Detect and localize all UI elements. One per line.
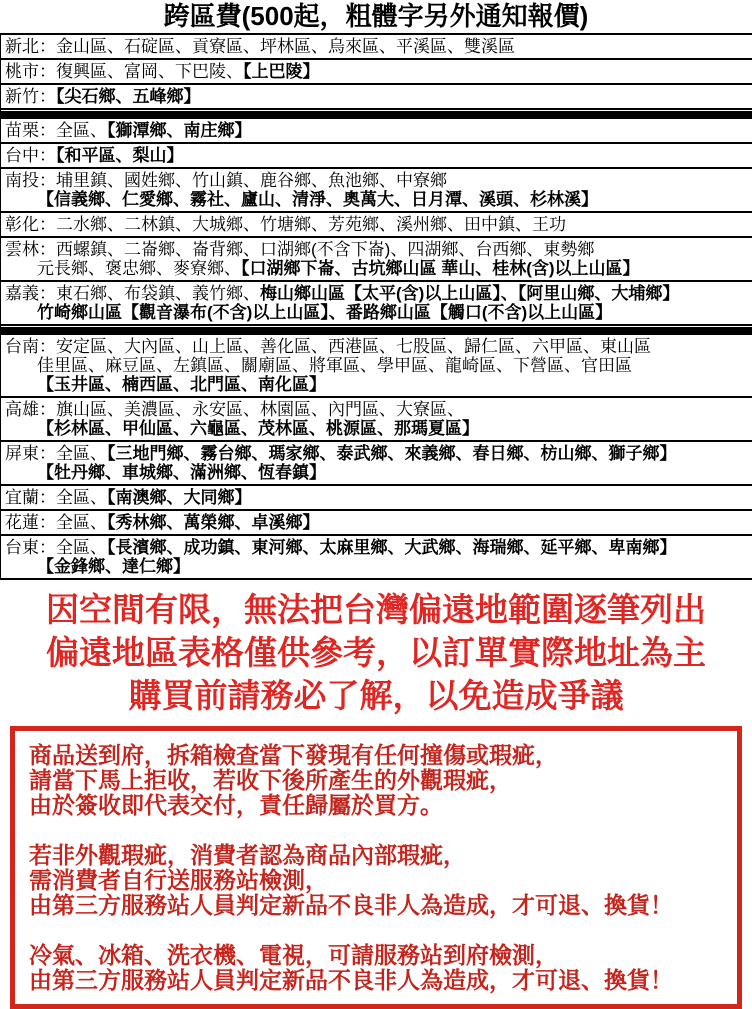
region-row <box>1 335 752 398</box>
region-row <box>1 35 752 60</box>
region-row <box>1 282 752 326</box>
bold-region-segment: 【口湖鄉下崙、古坑鄉山區 華山、桂林(含)以上山區】 <box>241 259 640 278</box>
warning-paragraph <box>29 743 723 818</box>
bold-region-segment: 【上巴陵】 <box>243 62 320 81</box>
region-label: 苗栗： <box>5 121 56 140</box>
region-segment: 西螺鎮、二崙鄉、崙背鄉、口湖鄉(不含下崙)、四湖鄉、台西鄉、東勢鄉 <box>56 240 595 259</box>
region-row <box>1 536 752 580</box>
region-segment: 佳里區、麻豆區、左鎮區、關廟區、將軍區、學甲區、龍崎區、下營區、官田區 <box>37 356 632 375</box>
region-line <box>5 190 750 209</box>
region-line <box>5 215 750 234</box>
region-line <box>5 171 750 190</box>
region-row <box>1 238 752 282</box>
bold-region-segment: 【信義鄉、仁愛鄉、霧社、廬山、清淨、奧萬大、日月潭、溪頭、杉林溪】 <box>37 190 598 209</box>
region-label: 桃市： <box>5 62 56 81</box>
region-segment: 全區、 <box>56 444 107 463</box>
region-label: 宜蘭： <box>5 488 56 507</box>
region-segment: 全區、 <box>56 121 107 140</box>
region-row <box>1 398 752 442</box>
region-row <box>1 486 752 511</box>
section-divider-bar <box>1 327 752 335</box>
region-row <box>1 442 752 486</box>
region-line <box>5 37 750 56</box>
region-label: 台東： <box>5 538 56 557</box>
region-segment: 復興區、富岡、下巴陵、 <box>56 62 243 81</box>
region-row <box>1 119 752 144</box>
bold-region-segment: 【長濱鄉、成功鎮、東河鄉、太麻里鄉、大武鄉、海瑞鄉、延平鄉、卑南鄉】 <box>107 538 677 557</box>
region-line <box>5 62 750 81</box>
region-label: 屏東： <box>5 444 56 463</box>
bold-region-segment: 【三地門鄉、霧台鄉、瑪家鄉、泰武鄉、來義鄉、春日鄉、枋山鄉、獅子鄉】 <box>107 444 677 463</box>
bold-region-segment: 【玉井區、楠西區、北門區、南化區】 <box>37 375 326 394</box>
region-line <box>5 259 750 278</box>
region-segment: 二水鄉、二林鎮、大城鄉、竹塘鄉、芳苑鄉、溪州鄉、田中鎮、王功 <box>56 215 566 234</box>
region-table <box>0 33 752 580</box>
bold-region-segment: 【金鋒鄉、達仁鄉】 <box>37 557 190 576</box>
region-line <box>5 375 750 394</box>
region-row <box>1 144 752 169</box>
bold-region-segment: 【杉林區、甲仙區、六龜區、茂林區、桃源區、那瑪夏區】 <box>37 419 479 438</box>
warning-line: 商品送到府，拆箱檢查當下發現有任何撞傷或瑕疵， <box>29 742 558 768</box>
section-divider-bar <box>1 111 752 119</box>
bold-region-segment: 【尖石鄉、五峰鄉】 <box>56 87 201 106</box>
region-line <box>5 557 750 576</box>
remote-area-notice <box>0 580 752 721</box>
region-row <box>1 60 752 85</box>
region-line <box>5 146 750 165</box>
region-segment: 金山區、石碇區、貢寮區、坪林區、烏來區、平溪區、雙溪區 <box>56 37 515 56</box>
region-label: 台中： <box>5 146 56 165</box>
inspection-warning-box <box>10 726 742 1009</box>
region-label: 台南： <box>5 337 56 356</box>
warning-line: 需消費者自行送服務站檢測， <box>29 867 328 893</box>
region-segment: 安定區、大內區、山上區、善化區、西港區、七股區、歸仁區、六甲區、東山區 <box>56 337 651 356</box>
region-line <box>5 121 750 140</box>
warning-paragraph <box>29 943 723 993</box>
region-segment: 全區、 <box>56 488 107 507</box>
warning-line: 由第三方服務站人員判定新品不良非人為造成，才可退、換貨！ <box>29 967 673 993</box>
region-label: 花蓮： <box>5 513 56 532</box>
notice-line: 偏遠地區表格僅供參考，以訂單實際地址為主 <box>46 634 706 671</box>
warning-line: 若非外觀瑕疵，消費者認為商品內部瑕疵， <box>29 842 466 868</box>
warning-line: 請當下馬上拒收，若收下後所產生的外觀瑕疵， <box>29 767 512 793</box>
region-row <box>1 213 752 238</box>
warning-paragraph <box>29 843 723 918</box>
region-segment: 元長鄉、褒忠鄉、麥寮鄉、 <box>37 259 241 278</box>
region-row <box>1 169 752 213</box>
region-line <box>5 303 750 322</box>
bold-region-segment: 【牡丹鄉、車城鄉、滿洲鄉、恆春鎮】 <box>37 463 326 482</box>
region-line <box>5 284 750 303</box>
region-line <box>5 444 750 463</box>
region-label: 高雄： <box>5 400 56 419</box>
region-segment: 東石鄉、布袋鎮、義竹鄉、 <box>56 284 260 303</box>
warning-line: 由於簽收即代表交付，責任歸屬於買方。 <box>29 792 443 818</box>
bold-region-segment: 【獅潭鄉、南庄鄉】 <box>107 121 252 140</box>
region-line <box>5 356 750 375</box>
region-line <box>5 87 750 106</box>
region-line <box>5 488 750 507</box>
bold-region-segment: 【和平區、梨山】 <box>56 146 184 165</box>
region-line <box>5 538 750 557</box>
region-segment: 全區、 <box>56 538 107 557</box>
region-label: 新竹： <box>5 87 56 106</box>
region-line <box>5 463 750 482</box>
region-segment: 全區、 <box>56 513 107 532</box>
warning-line: 由第三方服務站人員判定新品不良非人為造成，才可退、換貨！ <box>29 892 673 918</box>
bold-region-segment: 竹崎鄉山區【觀音瀑布(不含)以上山區】、番路鄉山區【觸口(不含)以上山區】 <box>37 303 613 322</box>
notice-line: 購買前請務必了解，以免造成爭議 <box>128 677 624 714</box>
region-label: 新北： <box>5 37 56 56</box>
region-label: 南投： <box>5 171 56 190</box>
region-line <box>5 419 750 438</box>
bold-region-segment: 【秀林鄉、萬榮鄉、卓溪鄉】 <box>107 513 320 532</box>
region-row <box>1 85 752 110</box>
region-label: 雲林： <box>5 240 56 259</box>
warning-line: 冷氣、冰箱、洗衣機、電視，可請服務站到府檢測， <box>29 942 558 968</box>
region-segment: 埔里鎮、國姓鄉、竹山鎮、鹿谷鄉、魚池鄉、中寮鄉 <box>56 171 447 190</box>
notice-line: 因空間有限，無法把台灣偏遠地範圍逐筆列出 <box>46 591 706 628</box>
region-segment: 旗山區、美濃區、永安區、林園區、內門區、大寮區、 <box>56 400 464 419</box>
bold-region-segment: 梅山鄉山區【太平(含)以上山區】、【阿里山鄉、大埔鄉】 <box>260 284 680 303</box>
region-line <box>5 400 750 419</box>
region-label: 彰化： <box>5 215 56 234</box>
region-label: 嘉義： <box>5 284 56 303</box>
region-row <box>1 511 752 536</box>
region-line <box>5 240 750 259</box>
region-line <box>5 337 750 356</box>
page-title: 跨區費(500起，粗體字另外通知報價) <box>163 1 589 31</box>
bold-region-segment: 【南澳鄉、大同鄉】 <box>107 488 252 507</box>
region-line <box>5 513 750 532</box>
